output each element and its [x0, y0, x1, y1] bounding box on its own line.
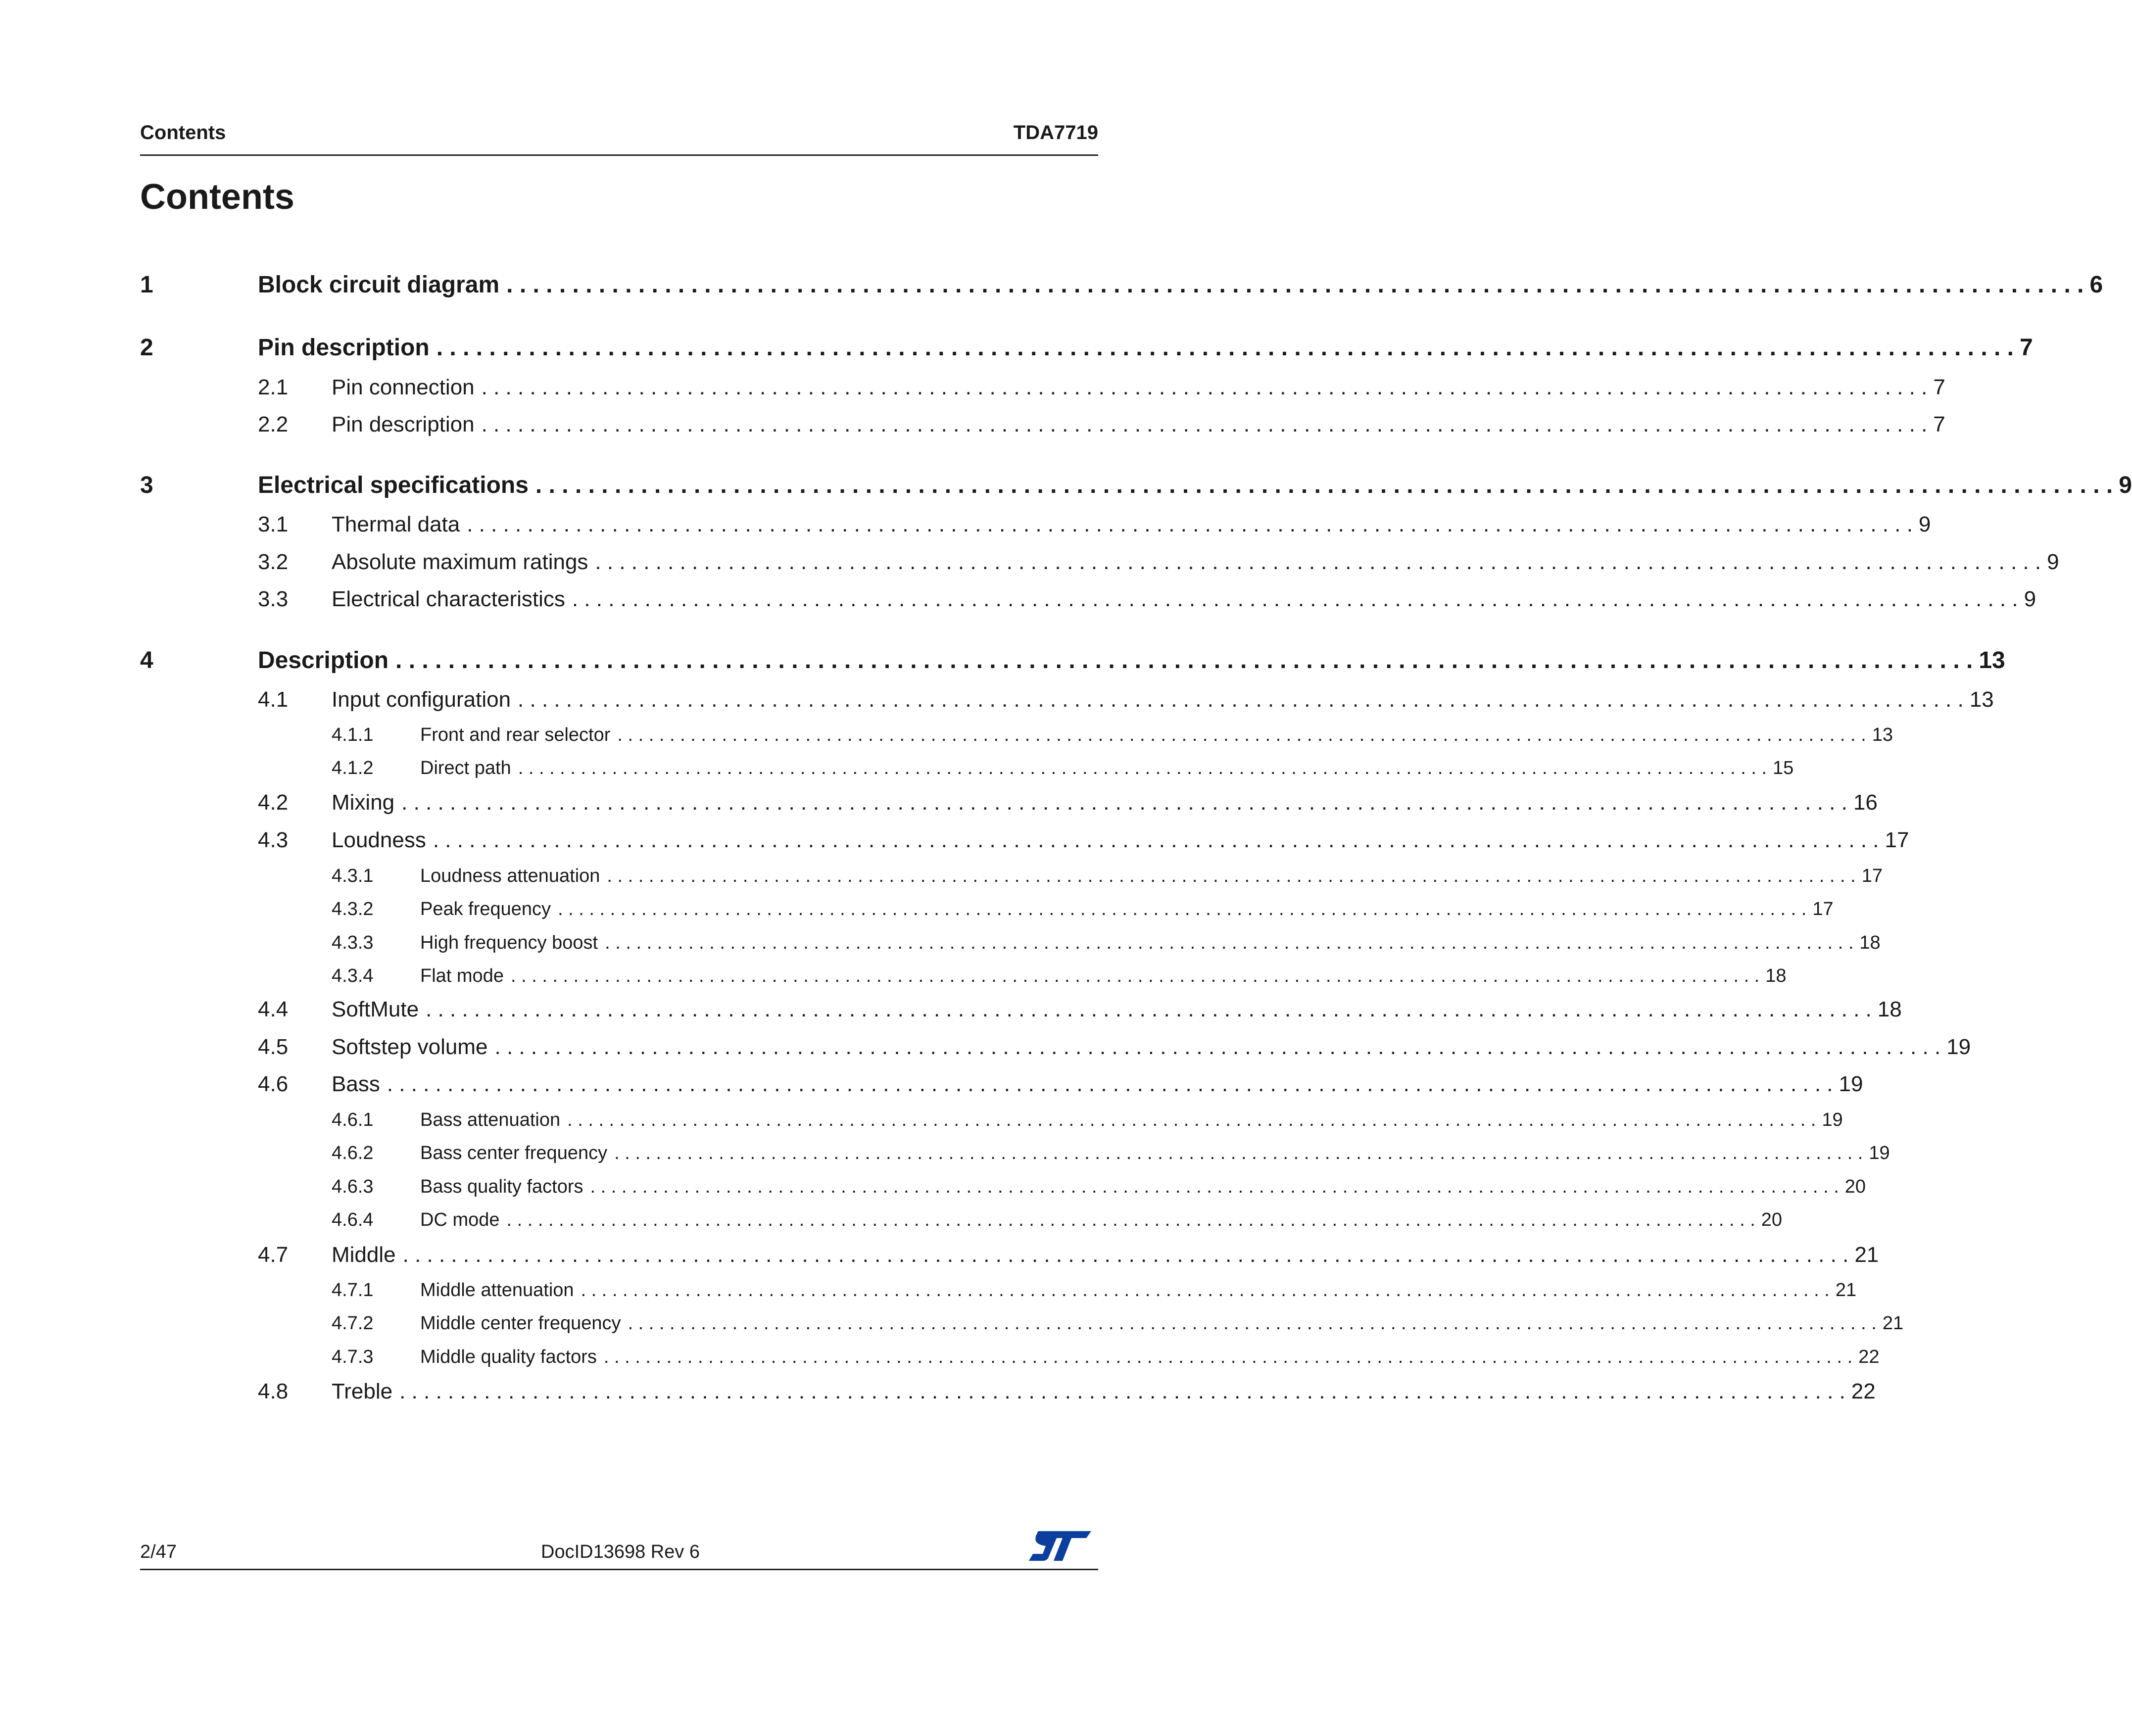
toc-entry-page: 19 — [1940, 1035, 1971, 1060]
toc-entry-title: DC mode — [420, 1209, 507, 1231]
toc-entry-title: Middle quality factors — [420, 1347, 604, 1368]
toc-entry-title: Loudness — [332, 828, 433, 853]
toc-dot-leader: . . . . . . . . . . . . . . . . . . . . . . . . . . . . . . . . . . . . . . . . . . . . . . . . . . . . . . . . . . . . . . . . . . . . . . . . . . . . . . . . . . . . . . . . . . . . . . . . . . . . . . . . . . . . . . . . . . . . . . . . — [402, 1243, 1849, 1267]
toc-entry-line — [420, 1313, 1904, 1334]
toc-dot-leader: . . . . . . . . . . . . . . . . . . . . . . . . . . . . . . . . . . . . . . . . . . . . . . . . . . . . . . . . . . . . . . . . . . . . . . . . . . . . . . . . . . . . . . . . . . . . . . . . . . . . . . . . . . . . . . . . . . . . . . . . — [605, 932, 1854, 953]
toc-entry-title: Mixing — [332, 790, 401, 815]
toc-entry-page: 7 — [1927, 412, 1945, 437]
toc-dot-leader: . . . . . . . . . . . . . . . . . . . . . . . . . . . . . . . . . . . . . . . . . . . . . . . . . . . . . . . . . . . . . . . . . . . . . . . . . . . . . . . . . . . . . . . . . . . . . . . . . . . . . . . . . . . . . . . . . . . . . . . . — [590, 1176, 1839, 1197]
toc-entry-page: 21 — [1848, 1243, 1879, 1267]
toc-entry-page: 9 — [1913, 512, 1931, 537]
toc-entry-number: 4.7.3 — [332, 1347, 374, 1367]
toc-dot-leader: . . . . . . . . . . . . . . . . . . . . . . . . . . . . . . . . . . . . . . . . . . . . . . . . . . . . . . . . . . . . . . . . . . . . . . . . . . . . . . . . . . . . . . . . . . . . . . . . . . . . . . . . . . . . . . . . . . . . . . . . — [595, 550, 2041, 574]
toc-entry-title: Middle center frequency — [420, 1313, 628, 1334]
toc-entry-line — [420, 724, 1893, 746]
toc-dot-leader: . . . . . . . . . . . . . . . . . . . . . . . . . . . . . . . . . . . . . . . . . . . . . . . . . . . . . . . . . . . . . . . . . . . . . . . . . . . . . . . . . . . . . . . . . . . . . . . . . . . . . . . . . . . . . . . . . . . . . . . . — [387, 1072, 1833, 1096]
toc-entry-number: 1 — [140, 272, 153, 298]
toc-entry-line — [332, 997, 1902, 1022]
page-number: 2/47 — [140, 1542, 177, 1562]
toc-entry-page: 9 — [2113, 472, 2132, 499]
toc-entry-page: 18 — [1853, 932, 1880, 954]
toc-entry-number: 4.1.2 — [332, 758, 374, 778]
toc-dot-leader: . . . . . . . . . . . . . . . . . . . . . . . . . . . . . . . . . . . . . . . . . . . . . . . . . . . . . . . . . . . . . . . . . . . . . . . . . . . . . . . . . . . . . . . . . . . . . . . . . . . . . . . . . . . . . . . . . . . . . . . . — [518, 758, 1767, 778]
toc-entry-number: 3 — [140, 472, 153, 498]
toc-entry-page: 21 — [1830, 1280, 1856, 1301]
toc-entry-level3[interactable] — [140, 1304, 1904, 1334]
toc-entry-number: 4 — [140, 647, 153, 674]
toc-entry-level1[interactable] — [140, 469, 2132, 499]
toc-entry-number: 4.1 — [258, 687, 289, 712]
toc-entry-page: 19 — [1816, 1109, 1842, 1131]
toc-entry-level3[interactable] — [140, 1271, 1857, 1301]
toc-entry-number: 4.3.2 — [332, 899, 374, 919]
toc-dot-leader: . . . . . . . . . . . . . . . . . . . . . . . . . . . . . . . . . . . . . . . . . . . . . . . . . . . . . . . . . . . . . . . . . . . . . . . . . . . . . . . . . . . . . . . . . . . . . . . . . . . . . . . . . . . . . . . . . . . . . . . . — [510, 965, 1760, 986]
toc-entry-page: 13 — [1866, 724, 1893, 746]
toc-entry-page: 7 — [1927, 375, 1945, 400]
toc-dot-leader: . . . . . . . . . . . . . . . . . . . . . . . . . . . . . . . . . . . . . . . . . . . . . . . . . . . . . . . . . . . . . . . . . . . . . . . . . . . . . . . . . . . . . . . . . . . . . . . . . . . . . . . . . . . . . . . . . . . . . . . . — [581, 1280, 1830, 1301]
toc-entry-level2[interactable] — [140, 682, 1994, 712]
toc-entry-page: 19 — [1863, 1143, 1890, 1164]
toc-entry-number: 4.7 — [258, 1243, 289, 1267]
toc-entry-title: Absolute maximum ratings — [332, 550, 595, 575]
toc-entry-line — [332, 375, 1945, 400]
toc-dot-leader: . . . . . . . . . . . . . . . . . . . . . . . . . . . . . . . . . . . . . . . . . . . . . . . . . . . . . . . . . . . . . . . . . . . . . . . . . . . . . . . . . . . . . . . . . . . . . . . . . . . . . . . . . . . . . . . . . . . . . . . . — [614, 1143, 1863, 1163]
toc-entry-line — [258, 271, 2103, 298]
toc-entry-line — [332, 1379, 1876, 1404]
toc-entry-level2[interactable] — [140, 1067, 1863, 1097]
toc-entry-title: Block circuit diagram — [258, 271, 506, 298]
toc-entry-title: Electrical specifications — [258, 472, 535, 499]
toc-entry-title: Loudness attenuation — [420, 866, 607, 887]
toc-dot-leader: . . . . . . . . . . . . . . . . . . . . . . . . . . . . . . . . . . . . . . . . . . . . . . . . . . . . . . . . . . . . . . . . . . . . . . . . . . . . . . . . . . . . . . . . . . . . . . . . . . . . . . . . . . . . . . . . . . . . . . . . — [607, 866, 1856, 886]
toc-entry-line — [258, 472, 2132, 499]
toc-entry-page: 9 — [2018, 587, 2036, 612]
toc-entry-level3[interactable] — [140, 716, 1893, 746]
toc-entry-number: 2 — [140, 335, 153, 361]
toc-entry-line — [420, 932, 1881, 954]
toc-entry-number: 2.2 — [258, 412, 289, 436]
toc-entry-level2[interactable] — [140, 545, 2059, 575]
toc-entry-level2[interactable] — [140, 582, 2036, 612]
toc-entry-title: Pin connection — [332, 375, 482, 400]
toc-dot-leader: . . . . . . . . . . . . . . . . . . . . . . . . . . . . . . . . . . . . . . . . . . . . . . . . . . . . . . . . . . . . . . . . . . . . . . . . . . . . . . . . . . . . . . . . . . . . . . . . . . . . . . . . . . . . . . . . . . . . . . . . — [426, 997, 1872, 1021]
toc-dot-leader: . . . . . . . . . . . . . . . . . . . . . . . . . . . . . . . . . . . . . . . . . . . . . . . . . . . . . . . . . . . . . . . . . . . . . . . . . . . . . . . . . . . . . . . . . . . . . . . . . . . . . . . . . . . . . . . . . . . . . . . . — [518, 687, 1964, 712]
toc-entry-page: 6 — [2084, 271, 2103, 298]
toc-entry-title: Direct path — [420, 758, 518, 779]
toc-entry-level1[interactable] — [140, 332, 2033, 361]
toc-entry-number: 4.7.2 — [332, 1313, 374, 1334]
toc-entry-level2[interactable] — [140, 1238, 1879, 1267]
toc-dot-leader: . . . . . . . . . . . . . . . . . . . . . . . . . . . . . . . . . . . . . . . . . . . . . . . . . . . . . . . . . . . . . . . . . . . . . . . . . . . . . . . . . . . . . . . . . . . . . . . . . . . . . . . . . . . . . . . . . . . . . . . . — [617, 724, 1866, 745]
toc-dot-leader: . . . . . . . . . . . . . . . . . . . . . . . . . . . . . . . . . . . . . . . . . . . . . . . . . . . . . . . . . . . . . . . . . . . . . . . . . . . . . . . . . . . . . . . . . . . . . . . . . . . . . . . . . . . . . . . . . . . . . . . . — [467, 512, 1913, 536]
toc-entry-level2[interactable] — [140, 370, 1945, 400]
toc-entry-level1[interactable] — [140, 644, 2005, 674]
toc-entry-title: Thermal data — [332, 512, 467, 537]
toc-entry-number: 4.6.4 — [332, 1209, 374, 1230]
toc-entry-page: 22 — [1845, 1379, 1876, 1404]
toc-entry-title: Softstep volume — [332, 1035, 495, 1060]
document-id: DocID13698 Rev 6 — [541, 1542, 700, 1562]
toc-entry-line — [420, 758, 1794, 779]
toc-entry-page: 18 — [1759, 965, 1786, 987]
st-logo-icon — [1028, 1528, 1092, 1564]
toc-entry-number: 2.1 — [258, 375, 289, 399]
toc-entry-line — [420, 1280, 1857, 1301]
toc-dot-leader: . . . . . . . . . . . . . . . . . . . . . . . . . . . . . . . . . . . . . . . . . . . . . . . . . . . . . . . . . . . . . . . . . . . . . . . . . . . . . . . . . . . . . . . . . . . . . . . . . . . . . . . . . . . . . . . . . . . . . . . . — [436, 335, 2014, 361]
toc-entry-line — [332, 550, 2059, 575]
toc-entry-title: Flat mode — [420, 965, 511, 987]
toc-entry-level3[interactable] — [140, 1168, 1866, 1198]
toc-entry-line — [420, 866, 1883, 887]
toc-dot-leader: . . . . . . . . . . . . . . . . . . . . . . . . . . . . . . . . . . . . . . . . . . . . . . . . . . . . . . . . . . . . . . . . . . . . . . . . . . . . . . . . . . . . . . . . . . . . . . . . . . . . . . . . . . . . . . . . . . . . . . . . — [506, 1209, 1755, 1230]
toc-entry-page: 7 — [2014, 334, 2033, 361]
toc-entry-number: 4.3.4 — [332, 965, 374, 986]
toc-dot-leader: . . . . . . . . . . . . . . . . . . . . . . . . . . . . . . . . . . . . . . . . . . . . . . . . . . . . . . . . . . . . . . . . . . . . . . . . . . . . . . . . . . . . . . . . . . . . . . . . . . . . . . . . . . . . . . . . . . . . . . . . — [481, 375, 1928, 399]
toc-entry-title: Treble — [332, 1379, 399, 1404]
toc-entry-level2[interactable] — [140, 1030, 1971, 1060]
toc-entry-page: 18 — [1872, 997, 1902, 1022]
toc-entry-number: 3.3 — [258, 587, 289, 611]
toc-entry-level2[interactable] — [140, 785, 1878, 815]
toc-entry-page: 22 — [1852, 1347, 1879, 1368]
toc-entry-line — [258, 647, 2005, 674]
toc-entry-number: 4.1.1 — [332, 724, 374, 745]
toc-entry-line — [420, 1347, 1880, 1368]
toc-entry-level2[interactable] — [140, 992, 1902, 1022]
toc-entry-title: Middle — [332, 1243, 403, 1267]
toc-entry-line — [420, 1209, 1783, 1231]
toc-entry-line — [332, 587, 2036, 612]
toc-dot-leader: . . . . . . . . . . . . . . . . . . . . . . . . . . . . . . . . . . . . . . . . . . . . . . . . . . . . . . . . . . . . . . . . . . . . . . . . . . . . . . . . . . . . . . . . . . . . . . . . . . . . . . . . . . . . . . . . . . . . . . . . — [494, 1035, 1941, 1059]
toc-dot-leader: . . . . . . . . . . . . . . . . . . . . . . . . . . . . . . . . . . . . . . . . . . . . . . . . . . . . . . . . . . . . . . . . . . . . . . . . . . . . . . . . . . . . . . . . . . . . . . . . . . . . . . . . . . . . . . . . . . . . . . . . — [572, 587, 2018, 611]
toc-entry-number: 4.4 — [258, 997, 289, 1021]
toc-entry-number: 4.6.1 — [332, 1109, 374, 1130]
toc-entry-level3[interactable] — [140, 1134, 1890, 1164]
toc-entry-page: 17 — [1856, 866, 1883, 887]
toc-entry-level3[interactable] — [140, 857, 1883, 887]
toc-entry-page: 19 — [1833, 1072, 1863, 1097]
toc-entry-title: Bass attenuation — [420, 1109, 567, 1131]
toc-entry-level3[interactable] — [140, 1101, 1843, 1131]
toc-entry-number: 4.2 — [258, 790, 289, 815]
toc-entry-line — [332, 790, 1878, 815]
toc-entry-title: Description — [258, 647, 395, 674]
toc-entry-line — [420, 1109, 1843, 1131]
toc-dot-leader: . . . . . . . . . . . . . . . . . . . . . . . . . . . . . . . . . . . . . . . . . . . . . . . . . . . . . . . . . . . . . . . . . . . . . . . . . . . . . . . . . . . . . . . . . . . . . . . . . . . . . . . . . . . . . . . . . . . . . . . . — [481, 412, 1928, 436]
toc-dot-leader: . . . . . . . . . . . . . . . . . . . . . . . . . . . . . . . . . . . . . . . . . . . . . . . . . . . . . . . . . . . . . . . . . . . . . . . . . . . . . . . . . . . . . . . . . . . . . . . . . . . . . . . . . . . . . . . . . . . . . . . . — [395, 647, 1973, 674]
toc-entry-title: Peak frequency — [420, 899, 558, 920]
toc-entry-line — [420, 899, 1834, 920]
toc-dot-leader: . . . . . . . . . . . . . . . . . . . . . . . . . . . . . . . . . . . . . . . . . . . . . . . . . . . . . . . . . . . . . . . . . . . . . . . . . . . . . . . . . . . . . . . . . . . . . . . . . . . . . . . . . . . . . . . . . . . . . . . . — [558, 899, 1807, 919]
toc-entry-line — [420, 1176, 1866, 1198]
toc-entry-number: 4.6.2 — [332, 1143, 374, 1163]
toc-dot-leader: . . . . . . . . . . . . . . . . . . . . . . . . . . . . . . . . . . . . . . . . . . . . . . . . . . . . . . . . . . . . . . . . . . . . . . . . . . . . . . . . . . . . . . . . . . . . . . . . . . . . . . . . . . . . . . . . . . . . . . . . — [506, 272, 2084, 298]
toc-entry-title: High frequency boost — [420, 932, 605, 954]
toc-dot-leader: . . . . . . . . . . . . . . . . . . . . . . . . . . . . . . . . . . . . . . . . . . . . . . . . . . . . . . . . . . . . . . . . . . . . . . . . . . . . . . . . . . . . . . . . . . . . . . . . . . . . . . . . . . . . . . . . . . . . . . . . — [433, 828, 1879, 852]
toc-entry-title: Bass center frequency — [420, 1143, 614, 1164]
toc-dot-leader: . . . . . . . . . . . . . . . . . . . . . . . . . . . . . . . . . . . . . . . . . . . . . . . . . . . . . . . . . . . . . . . . . . . . . . . . . . . . . . . . . . . . . . . . . . . . . . . . . . . . . . . . . . . . . . . . . . . . . . . . — [399, 1379, 1845, 1403]
toc-entry-title: Pin description — [258, 334, 436, 361]
toc-entry-page: 20 — [1839, 1176, 1866, 1198]
toc-dot-leader: . . . . . . . . . . . . . . . . . . . . . . . . . . . . . . . . . . . . . . . . . . . . . . . . . . . . . . . . . . . . . . . . . . . . . . . . . . . . . . . . . . . . . . . . . . . . . . . . . . . . . . . . . . . . . . . . . . . . . . . . — [567, 1109, 1816, 1130]
toc-entry-level3[interactable] — [140, 1201, 1783, 1231]
toc-entry-page: 17 — [1879, 828, 1909, 853]
toc-entry-title: Input configuration — [332, 687, 518, 712]
toc-dot-leader: . . . . . . . . . . . . . . . . . . . . . . . . . . . . . . . . . . . . . . . . . . . . . . . . . . . . . . . . . . . . . . . . . . . . . . . . . . . . . . . . . . . . . . . . . . . . . . . . . . . . . . . . . . . . . . . . . . . . . . . . — [628, 1313, 1877, 1334]
page-title: Contents — [140, 177, 294, 217]
toc-entry-number: 4.7.1 — [332, 1280, 374, 1301]
toc-entry-number: 4.6 — [258, 1072, 289, 1096]
toc-entry-title: Bass quality factors — [420, 1176, 590, 1198]
toc-entry-page: 15 — [1767, 758, 1793, 779]
toc-entry-line — [332, 1072, 1863, 1097]
toc-entry-page: 21 — [1877, 1313, 1903, 1334]
toc-entry-line — [332, 412, 1945, 437]
toc-entry-number: 4.3 — [258, 828, 289, 852]
toc-entry-number: 4.3.1 — [332, 866, 374, 886]
page-footer — [140, 1524, 1098, 1570]
toc-entry-level2[interactable] — [140, 407, 1945, 437]
toc-entry-page: 9 — [2041, 550, 2059, 575]
toc-entry-level3[interactable] — [140, 924, 1881, 954]
toc-entry-line — [420, 1143, 1890, 1164]
toc-entry-level2[interactable] — [140, 823, 1909, 853]
toc-entry-line — [332, 1035, 1971, 1060]
toc-entry-level3[interactable] — [140, 1338, 1880, 1368]
toc-entry-line — [332, 512, 1931, 537]
toc-entry-line — [420, 965, 1787, 987]
toc-entry-level2[interactable] — [140, 1374, 1876, 1404]
toc-entry-line — [258, 334, 2033, 361]
toc-entry-level2[interactable] — [140, 507, 1931, 537]
header-section-label: Contents — [140, 122, 226, 144]
toc-entry-number: 4.3.3 — [332, 932, 374, 953]
toc-entry-line — [332, 687, 1994, 712]
toc-entry-page: 20 — [1755, 1209, 1782, 1231]
toc-entry-page: 16 — [1847, 790, 1878, 815]
toc-entry-line — [332, 828, 1909, 853]
toc-entry-title: Electrical characteristics — [332, 587, 572, 612]
toc-entry-number: 4.5 — [258, 1035, 289, 1059]
toc-entry-number: 3.1 — [258, 512, 289, 536]
toc-dot-leader: . . . . . . . . . . . . . . . . . . . . . . . . . . . . . . . . . . . . . . . . . . . . . . . . . . . . . . . . . . . . . . . . . . . . . . . . . . . . . . . . . . . . . . . . . . . . . . . . . . . . . . . . . . . . . . . . . . . . . . . . — [535, 472, 2113, 498]
toc-dot-leader: . . . . . . . . . . . . . . . . . . . . . . . . . . . . . . . . . . . . . . . . . . . . . . . . . . . . . . . . . . . . . . . . . . . . . . . . . . . . . . . . . . . . . . . . . . . . . . . . . . . . . . . . . . . . . . . . . . . . . . . . — [401, 790, 1847, 815]
toc-entry-page: 13 — [1964, 687, 1994, 712]
toc-entry-title: Pin description — [332, 412, 482, 437]
toc-dot-leader: . . . . . . . . . . . . . . . . . . . . . . . . . . . . . . . . . . . . . . . . . . . . . . . . . . . . . . . . . . . . . . . . . . . . . . . . . . . . . . . . . . . . . . . . . . . . . . . . . . . . . . . . . . . . . . . . . . . . . . . . — [603, 1347, 1853, 1367]
toc-entry-page: 13 — [1973, 647, 2005, 674]
toc-entry-title: Bass — [332, 1072, 387, 1097]
toc-entry-line — [332, 1243, 1879, 1267]
toc-entry-level1[interactable] — [140, 269, 2103, 298]
toc-entry-number: 3.2 — [258, 550, 289, 574]
toc-entry-level3[interactable] — [140, 957, 1787, 987]
toc-entry-title: Middle attenuation — [420, 1280, 581, 1301]
toc-entry-level3[interactable] — [140, 890, 1834, 920]
toc-entry-title: Front and rear selector — [420, 724, 617, 746]
toc-entry-number: 4.8 — [258, 1379, 289, 1403]
header-product-name: TDA7719 — [1013, 122, 1098, 144]
toc-entry-page: 17 — [1806, 899, 1833, 920]
toc-entry-level3[interactable] — [140, 749, 1794, 779]
toc-entry-number: 4.6.3 — [332, 1176, 374, 1197]
toc-entry-title: SoftMute — [332, 997, 426, 1022]
